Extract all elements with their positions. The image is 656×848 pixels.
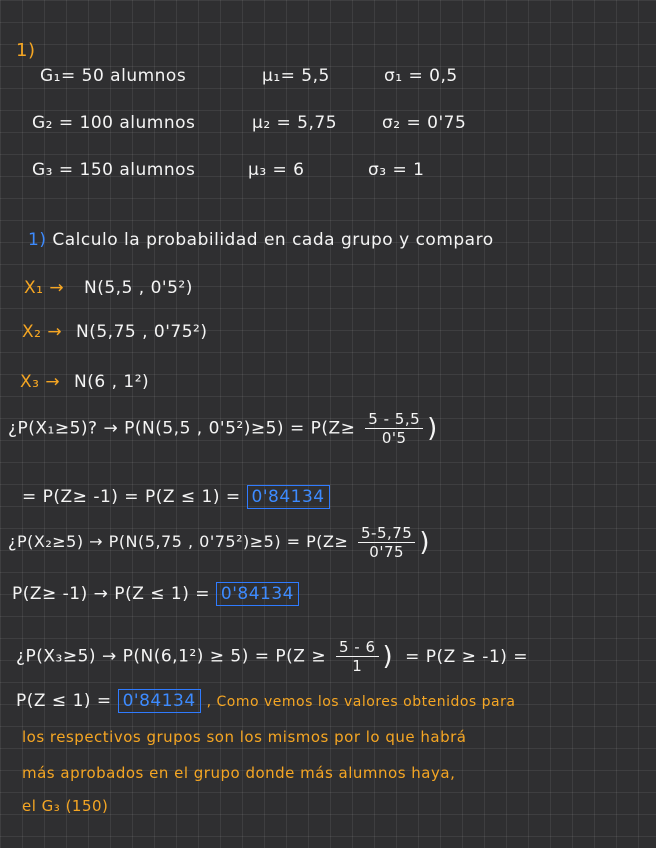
calc-1-numerator: 5 - 5,5 [365,410,423,429]
dist-2-var: X₂ → [22,322,63,342]
dist-3-value: N(6 , 1²) [74,372,150,392]
intro-line [28,230,494,250]
calc-2-denominator: 0'75 [369,543,405,561]
calc-3-line-1 [16,638,528,675]
dist-1-value: N(5,5 , 0'5²) [84,278,193,298]
dist-3-var: X₃ → [20,372,61,392]
group-1-size: G₁= 50 alumnos [40,66,187,86]
group-2-sd: σ₂ = 0'75 [382,113,467,133]
conclusion-part-4: el G₃ (150) [22,797,109,815]
calc-2-line-1 [8,524,430,561]
calc-2-fraction [358,524,415,561]
group-1-mean: μ₁= 5,5 [262,66,330,86]
calc-1-denominator: 0'5 [381,429,407,447]
calc-1-result: 0'84134 [247,485,330,509]
section-number: 1) [16,40,36,61]
calc-3-result: 0'84134 [118,689,201,713]
closing-paren: ) [382,641,394,672]
calc-2-numerator: 5-5,75 [358,524,415,543]
group-1-sd: σ₁ = 0,5 [384,66,458,86]
calc-1-expression: ¿P(X₁≥5)? → P(N(5,5 , 0'5²)≥5) = P(Z≥ [8,418,356,439]
calc-3-fraction [336,638,379,675]
group-2-mean: μ₂ = 5,75 [252,113,338,133]
calc-1-result-expression: = P(Z≥ -1) = P(Z ≤ 1) = [22,487,241,507]
calc-2-expression: ¿P(X₂≥5) → P(N(5,75 , 0'75²)≥5) = P(Z≥ [8,532,349,551]
group-3-mean: μ₃ = 6 [248,160,305,180]
calc-3-expression: ¿P(X₃≥5) → P(N(6,1²) ≥ 5) = P(Z ≥ [16,646,327,667]
distribution-2 [22,322,208,342]
calc-3-line-2 [16,691,515,711]
dist-1-var: X₁ → [24,278,65,298]
distribution-1 [24,278,193,298]
calc-2-result-expression: P(Z≥ -1) → P(Z ≤ 1) = [12,584,210,604]
calc-3-numerator: 5 - 6 [336,638,379,657]
calc-3-result-expression: P(Z ≤ 1) = [16,691,112,711]
calc-3-expression-right: = P(Z ≥ -1) = [405,646,529,667]
conclusion-part-1: , Como vemos los valores obtenidos para [206,694,516,710]
calc-2-result: 0'84134 [216,582,299,606]
conclusion-part-2: los respectivos grupos son los mismos por lo que habrá [22,728,467,746]
group-2-size: G₂ = 100 alumnos [32,113,196,133]
distribution-3 [20,372,149,392]
calc-1-line-2 [22,487,330,507]
conclusion-part-3: más aprobados en el grupo donde más alumnos haya, [22,764,456,782]
intro-text: Calculo la probabilidad en cada grupo y comparo [52,230,494,250]
calc-1-fraction [365,410,423,447]
calc-1-line-1 [8,410,438,447]
group-3-size: G₃ = 150 alumnos [32,160,196,180]
closing-paren: ) [427,413,438,444]
group-3-sd: σ₃ = 1 [368,160,425,180]
closing-paren: ) [419,527,431,558]
calc-2-line-2 [12,584,299,604]
intro-number: 1) [28,230,47,250]
dist-2-value: N(5,75 , 0'75²) [76,322,208,342]
calc-3-denominator: 1 [352,657,363,675]
